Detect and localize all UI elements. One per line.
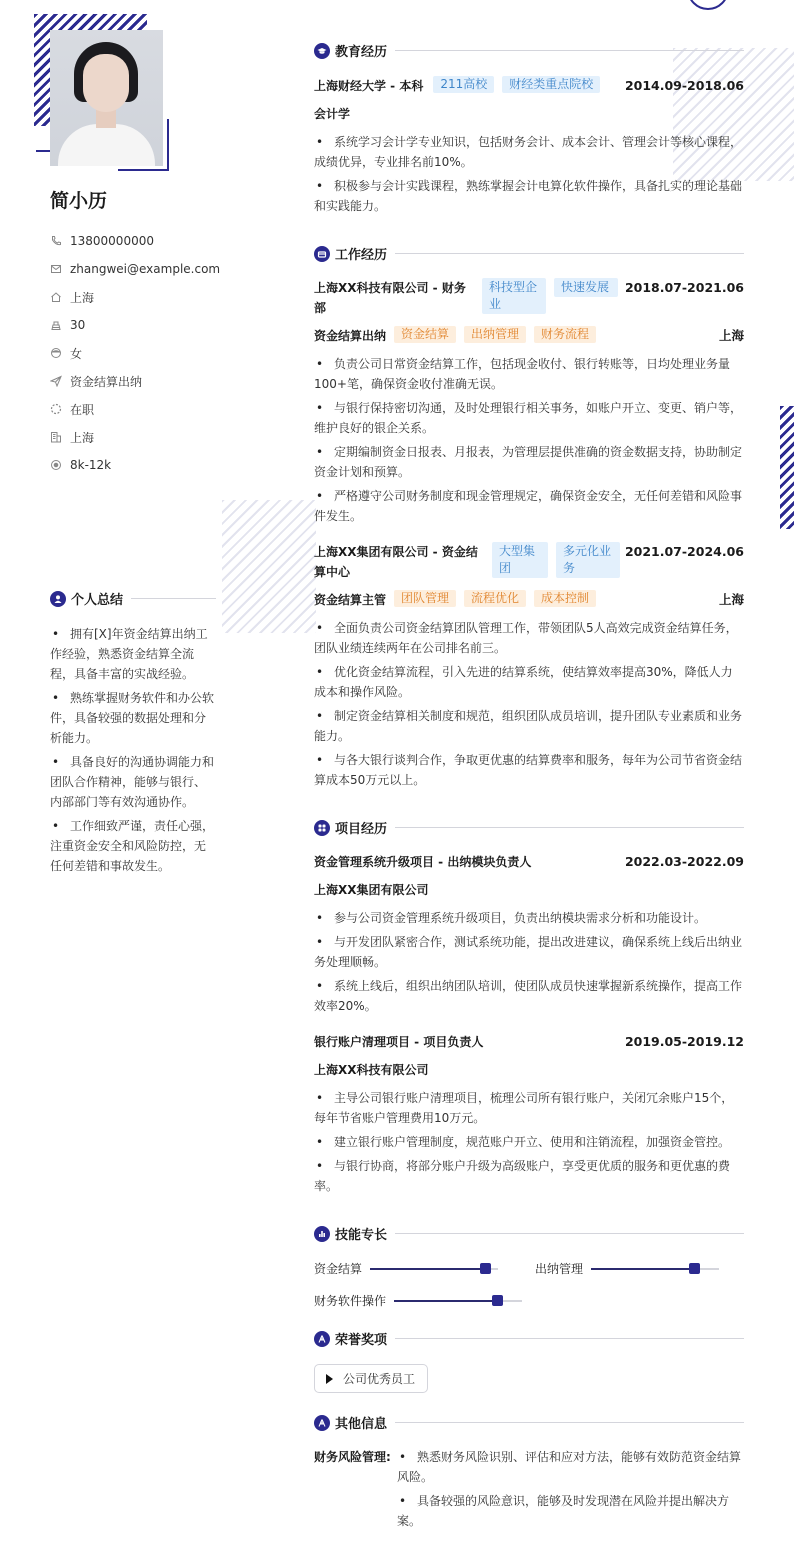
list-item: • 熟悉财务风险识别、评估和应对方法，能够有效防范资金结算风险。 <box>397 1447 744 1487</box>
building-icon <box>50 431 62 443</box>
contact-work-city <box>50 423 240 451</box>
list-item: • 主导公司银行账户清理项目，梳理公司所有银行账户，关闭冗余账户15个，每年节省账户管理费用10万元。 <box>314 1088 744 1128</box>
section-title: 技能专长 <box>335 1228 388 1243</box>
divider <box>395 827 744 828</box>
other-info-bullets <box>397 1447 744 1535</box>
project-entry-header <box>314 852 744 872</box>
contact-salary <box>50 451 240 479</box>
major: 会计学 <box>314 107 351 121</box>
list-item: • 与银行协商，将部分账户升级为高级账户，享受更优质的服务和更优惠的费率。 <box>314 1156 744 1196</box>
skill-tag: 出纳管理 <box>464 326 526 343</box>
contact-value: zhangwei@example.com <box>70 262 221 276</box>
list-item: • 与各大银行谈判合作，争取更优惠的结算费率和服务，每年为公司节省资金结算成本50万元以上。 <box>314 750 744 790</box>
skill-tag: 团队管理 <box>394 590 456 607</box>
job-location: 上海 <box>718 328 744 343</box>
contact-value: 女 <box>70 346 83 361</box>
project-bullets <box>314 1088 744 1200</box>
project-company: 上海XX科技有限公司 <box>314 1063 429 1077</box>
briefcase-icon <box>314 246 330 262</box>
skill-item <box>314 1260 498 1277</box>
play-triangle-icon <box>326 1374 333 1384</box>
award-icon <box>314 1331 330 1347</box>
gender-icon <box>50 347 62 359</box>
school-tag: 财经类重点院校 <box>502 76 600 93</box>
award-name: 公司优秀员工 <box>343 1372 416 1386</box>
decorative-stripe-pattern <box>780 406 794 529</box>
section-title: 工作经历 <box>335 248 388 263</box>
list-item: • 系统上线后，组织出纳团队培训，使团队成员快速掌握新系统操作，提高工作效率20%。 <box>314 976 744 1016</box>
position: 资金结算出纳 <box>314 329 387 343</box>
skill-level-knob <box>480 1263 491 1274</box>
contact-phone <box>50 227 240 255</box>
project-entry-header <box>314 1032 744 1052</box>
grid-icon <box>314 820 330 836</box>
contact-gender <box>50 339 240 367</box>
education-bullets <box>314 132 744 220</box>
list-item: • 熟练掌握财务软件和办公软件，具备较强的数据处理和分析能力。 <box>50 688 216 748</box>
skill-level-bar <box>591 1268 719 1270</box>
section-summary-header <box>50 589 216 608</box>
home-icon <box>50 291 62 303</box>
list-item: • 制定资金结算相关制度和规范，组织团队成员培训，提升团队专业素质和业务能力。 <box>314 706 744 746</box>
section-title: 教育经历 <box>335 45 388 60</box>
list-item: • 参与公司资金管理系统升级项目，负责出纳模块需求分析和功能设计。 <box>314 908 744 928</box>
job-entry-header <box>314 542 744 582</box>
section-awards-header <box>314 1329 744 1348</box>
divider <box>395 50 744 51</box>
salary-icon <box>50 459 62 471</box>
send-icon <box>50 375 62 387</box>
contact-value: 30 <box>70 318 86 332</box>
section-projects-header <box>314 818 744 837</box>
contact-address <box>50 283 240 311</box>
section-skills-header <box>314 1224 744 1243</box>
skill-level-bar <box>394 1300 522 1302</box>
company-tag: 科技型企业 <box>482 278 546 314</box>
contact-status <box>50 395 240 423</box>
skill-tag: 流程优化 <box>464 590 526 607</box>
job-bullets <box>314 354 744 530</box>
company-name: 上海XX科技有限公司 - 财务部 <box>314 281 466 315</box>
section-title: 项目经历 <box>335 822 388 837</box>
list-item: • 建立银行账户管理制度，规范账户开立、使用和注销流程，加强资金管控。 <box>314 1132 744 1152</box>
decorative-bracket <box>118 119 169 171</box>
graduation-cap-icon <box>314 43 330 59</box>
list-item: • 具备良好的沟通协调能力和团队合作精神，能够与银行、内部部门等有效沟通协作。 <box>50 752 216 812</box>
contact-value: 8k-12k <box>70 458 112 472</box>
skill-name: 资金结算 <box>314 1262 363 1276</box>
contact-value: 在职 <box>70 402 95 417</box>
skill-tag: 财务流程 <box>534 326 596 343</box>
contact-age <box>50 311 240 339</box>
skill-item <box>314 1292 522 1309</box>
company-tag: 大型集团 <box>492 542 548 578</box>
list-item: • 拥有[X]年资金结算出纳工作经验，熟悉资金结算全流程，具备丰富的实战经验。 <box>50 624 216 684</box>
job-bullets <box>314 618 744 794</box>
summary-list <box>50 624 216 880</box>
project-date: 2019.05-2019.12 <box>624 1034 744 1049</box>
contact-value: 上海 <box>70 430 95 445</box>
user-icon <box>50 591 66 607</box>
divider <box>395 1422 744 1423</box>
bar-chart-icon <box>314 1226 330 1242</box>
project-date: 2022.03-2022.09 <box>624 854 744 869</box>
skill-level-knob <box>689 1263 700 1274</box>
section-other-header <box>314 1413 744 1432</box>
job-entry-header <box>314 278 744 318</box>
project-company: 上海XX集团有限公司 <box>314 883 429 897</box>
list-item: • 全面负责公司资金结算团队管理工作，带领团队5人高效完成资金结算任务，团队业绩连续两年在公司排名前三。 <box>314 618 744 658</box>
list-item: • 与银行保持密切沟通，及时处理银行相关事务，如账户开立、变更、销户等，维护良好的银企关系。 <box>314 398 744 438</box>
award-item <box>314 1364 428 1393</box>
job-position-row <box>314 326 744 346</box>
contact-value: 13800000000 <box>70 234 154 248</box>
contact-email <box>50 255 240 283</box>
list-item: • 与开发团队紧密合作，测试系统功能，提出改进建议，确保系统上线后出纳业务处理顺畅。 <box>314 932 744 972</box>
skill-level-bar <box>370 1268 498 1270</box>
project-name: 银行账户清理项目 - 项目负责人 <box>314 1035 484 1049</box>
contact-value: 上海 <box>70 290 95 305</box>
list-item: • 优化资金结算流程，引入先进的结算系统，使结算效率提高30%，降低人力成本和操作风险。 <box>314 662 744 702</box>
phone-icon <box>50 235 62 247</box>
status-icon <box>50 403 62 415</box>
skill-tag: 成本控制 <box>534 590 596 607</box>
divider <box>395 253 744 254</box>
skill-name: 出纳管理 <box>535 1262 584 1276</box>
job-location: 上海 <box>718 592 744 607</box>
decorative-stripe-pattern-light <box>222 500 316 633</box>
project-company-row <box>314 880 744 900</box>
skill-name: 财务软件操作 <box>314 1294 387 1308</box>
project-bullets <box>314 908 744 1020</box>
age-icon <box>50 319 62 331</box>
company-name: 上海XX集团有限公司 - 资金结算中心 <box>314 545 478 579</box>
list-item: • 系统学习会计学专业知识，包括财务会计、成本会计、管理会计等核心课程，成绩优异，专业排名前10%。 <box>314 132 744 172</box>
company-tag: 快速发展 <box>554 278 618 297</box>
divider <box>131 598 216 599</box>
skill-tag: 资金结算 <box>394 326 456 343</box>
list-item: • 严格遵守公司财务制度和现金管理规定，确保资金安全，无任何差错和风险事件发生。 <box>314 486 744 526</box>
section-title: 其他信息 <box>335 1417 388 1432</box>
contact-value: 资金结算出纳 <box>70 374 143 389</box>
job-date: 2021.07-2024.06 <box>624 544 744 559</box>
job-date: 2018.07-2021.06 <box>624 280 744 295</box>
skill-item <box>535 1260 719 1277</box>
education-date: 2014.09-2018.06 <box>624 78 744 93</box>
list-item: • 工作细致严谨，责任心强，注重资金安全和风险防控，无任何差错和事故发生。 <box>50 816 216 876</box>
project-name: 资金管理系统升级项目 - 出纳模块负责人 <box>314 855 532 869</box>
section-title: 荣誉奖项 <box>335 1333 388 1348</box>
decorative-circle <box>687 0 729 10</box>
other-info-label: 财务风险管理: <box>314 1450 391 1464</box>
list-item: • 积极参与会计实践课程，熟练掌握会计电算化软件操作，具备扎实的理论基础和实践能力。 <box>314 176 744 216</box>
list-item: • 定期编制资金日报表、月报表，为管理层提供准确的资金数据支持，协助制定资金计划和预算。 <box>314 442 744 482</box>
contact-job-target <box>50 367 240 395</box>
divider <box>395 1233 744 1234</box>
school-name: 上海财经大学 - 本科 <box>314 79 424 93</box>
project-company-row <box>314 1060 744 1080</box>
candidate-name: 简小历 <box>50 190 108 212</box>
company-tag: 多元化业务 <box>556 542 620 578</box>
info-icon <box>314 1415 330 1431</box>
school-tag: 211高校 <box>433 76 494 93</box>
divider <box>395 1338 744 1339</box>
job-position-row <box>314 590 744 610</box>
contact-list <box>50 227 240 479</box>
education-major-row <box>314 104 744 124</box>
section-title: 个人总结 <box>71 593 124 608</box>
list-item: • 具备较强的风险意识，能够及时发现潜在风险并提出解决方案。 <box>397 1491 744 1531</box>
education-entry-header <box>314 76 744 96</box>
section-work-header <box>314 244 744 263</box>
list-item: • 负责公司日常资金结算工作，包括现金收付、银行转账等，日均处理业务量100+笔，确保资金收付准确无误。 <box>314 354 744 394</box>
skill-level-knob <box>492 1295 503 1306</box>
section-education-header <box>314 41 744 60</box>
position: 资金结算主管 <box>314 593 387 607</box>
mail-icon <box>50 263 62 275</box>
